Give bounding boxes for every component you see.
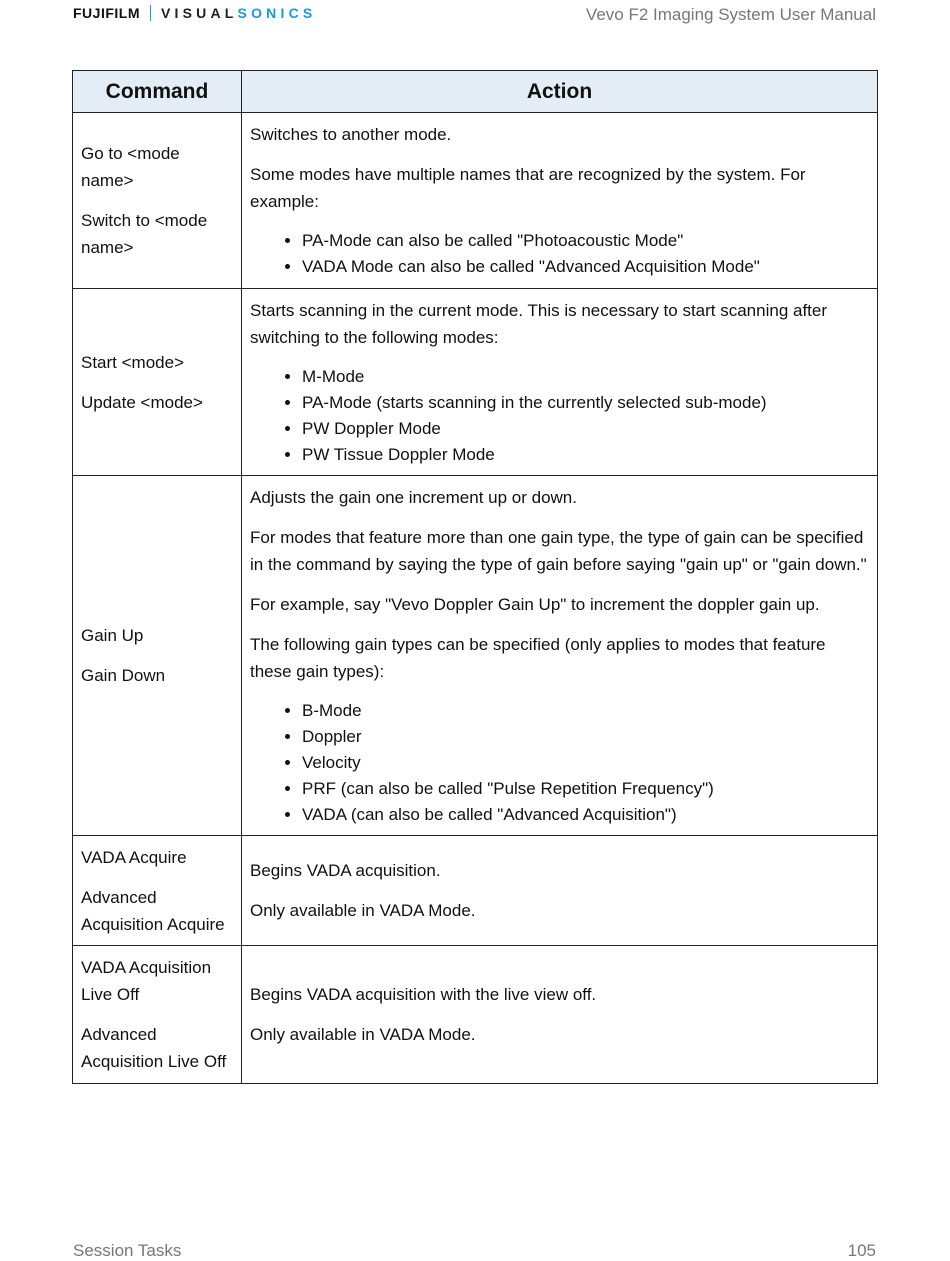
action-paragraph: Begins VADA acquisition. xyxy=(250,861,441,880)
command-cell xyxy=(73,836,242,946)
list-item: • Doppler xyxy=(302,724,869,750)
action-cell xyxy=(242,836,878,946)
command-text: Switch to <mode name> xyxy=(81,211,208,257)
list-item: • PA-Mode can also be called "Photoacoustic Mode" xyxy=(302,228,869,254)
command-text: Advanced Acquisition Live Off xyxy=(81,1025,227,1071)
list-item: • PA-Mode (starts scanning in the currently selected sub-mode) xyxy=(302,390,869,416)
brand-logo xyxy=(73,3,316,23)
action-paragraph: Begins VADA acquisition with the live view off. xyxy=(250,985,597,1004)
column-header-command: Command xyxy=(73,71,242,113)
column-header-action: Action xyxy=(242,71,878,113)
action-paragraph: For modes that feature more than one gain type, the type of gain can be specified in the command by saying the type of gain before saying "gain up" or "gain down." xyxy=(250,527,867,574)
manual-title: Vevo F2 Imaging System User Manual xyxy=(585,5,876,24)
list-item: • PW Tissue Doppler Mode xyxy=(302,442,869,468)
command-cell xyxy=(73,476,242,836)
table-header-row xyxy=(73,71,878,113)
bullet-list xyxy=(250,364,869,468)
footer-section-name: Session Tasks xyxy=(73,1241,182,1260)
logo-sonics-text: SONICS xyxy=(237,5,317,21)
table-row xyxy=(73,289,878,476)
command-text: Gain Down xyxy=(81,666,166,685)
list-item: • PW Doppler Mode xyxy=(302,416,869,442)
logo-fujifilm-text: FUJIFILM xyxy=(73,5,140,21)
list-item: • VADA Mode can also be called "Advanced Acquisition Mode" xyxy=(302,254,869,280)
command-text: Advanced Acquisition Acquire xyxy=(81,887,225,934)
page-number: 105 xyxy=(847,1241,876,1260)
command-cell xyxy=(73,289,242,476)
list-item: • PRF (can also be called "Pulse Repetition Frequency") xyxy=(302,776,869,802)
action-paragraph: Only available in VADA Mode. xyxy=(250,901,476,920)
list-item: • M-Mode xyxy=(302,364,869,390)
action-paragraph: Some modes have multiple names that are recognized by the system. For example: xyxy=(250,165,806,211)
bullet-list xyxy=(250,698,869,828)
command-cell xyxy=(73,946,242,1084)
table-row xyxy=(73,836,878,946)
table-row xyxy=(73,946,878,1084)
bullet-list xyxy=(250,228,869,280)
action-cell xyxy=(242,113,878,289)
action-paragraph: The following gain types can be specified (only applies to modes that feature these gain types): xyxy=(250,634,826,681)
action-cell xyxy=(242,946,878,1084)
voice-command-table xyxy=(72,70,878,1084)
table-row xyxy=(73,113,878,289)
list-item: • Velocity xyxy=(302,750,869,776)
logo-visual-text: VISUAL xyxy=(161,5,238,21)
command-text: VADA Acquisition Live Off xyxy=(81,958,212,1004)
action-paragraph: Switches to another mode. xyxy=(250,125,452,144)
action-paragraph: Starts scanning in the current mode. This is necessary to start scanning after switching to the following modes: xyxy=(250,300,828,347)
action-paragraph: Adjusts the gain one increment up or down. xyxy=(250,487,577,507)
action-cell xyxy=(242,476,878,836)
list-item: • B-Mode xyxy=(302,698,869,724)
command-text: Start <mode> xyxy=(81,352,185,372)
action-paragraph: Only available in VADA Mode. xyxy=(250,1025,476,1044)
logo-divider xyxy=(150,5,151,21)
table-row xyxy=(73,476,878,836)
command-text: Gain Up xyxy=(81,626,144,645)
list-item: • VADA (can also be called "Advanced Acquisition") xyxy=(302,802,869,828)
action-cell xyxy=(242,289,878,476)
command-text: VADA Acquire xyxy=(81,847,187,867)
command-text: Go to <mode name> xyxy=(81,144,180,190)
action-paragraph: For example, say "Vevo Doppler Gain Up" to increment the doppler gain up. xyxy=(250,594,820,614)
command-text: Update <mode> xyxy=(81,392,203,412)
command-cell xyxy=(73,113,242,289)
